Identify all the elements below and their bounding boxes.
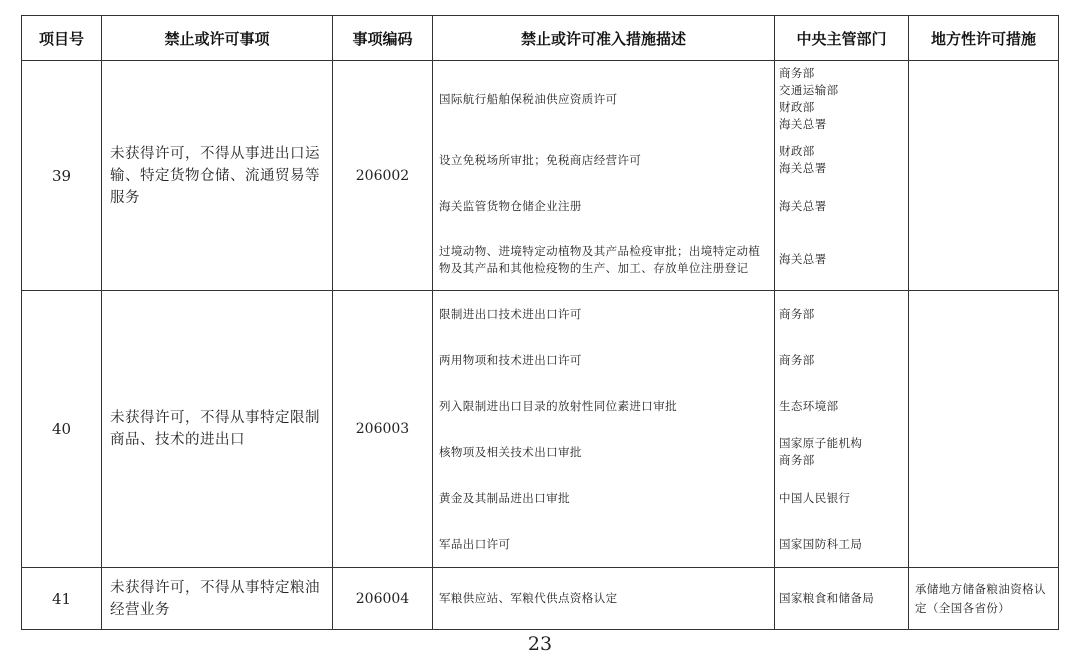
measure-desc: 海关监管货物仓储企业注册 xyxy=(439,198,582,213)
page-number: 23 xyxy=(527,633,553,655)
header-item: 禁止或许可事项 xyxy=(102,16,333,61)
row-code: 206004 xyxy=(333,568,433,630)
measure-desc: 两用物项和技术进出口许可 xyxy=(439,352,582,367)
row-number: 39 xyxy=(22,61,102,291)
row-measures xyxy=(433,291,775,568)
measure-desc: 过境动物、进境特定动植物及其产品检疫审批；出境特定动植物及其产品和其他检疫物的生产、加工、存放单位注册登记 xyxy=(439,243,761,275)
measure-dept: 国家国防科工局 xyxy=(779,536,863,551)
header-item-number: 项目号 xyxy=(22,16,102,61)
measure-desc: 设立免税场所审批；免税商店经营许可 xyxy=(439,152,642,167)
row-item: 未获得许可，不得从事特定粮油经营业务 xyxy=(102,568,333,630)
row-depts xyxy=(775,291,909,568)
row-number: 41 xyxy=(22,568,102,630)
header-code: 事项编码 xyxy=(333,16,433,61)
header-row xyxy=(22,16,1059,61)
measure-dept: 商务部 xyxy=(779,352,815,367)
table-row xyxy=(22,61,1059,291)
header-central-dept: 中央主管部门 xyxy=(775,16,909,61)
measure-dept: 海关总署 xyxy=(779,198,827,213)
measure-dept: 海关总署 xyxy=(779,252,827,266)
header-measure-desc: 禁止或许可准入措施描述 xyxy=(433,16,775,61)
measure-dept: 财政部 海关总署 xyxy=(779,144,827,175)
row-code: 206003 xyxy=(333,291,433,568)
table-row xyxy=(22,291,1059,568)
row-measures xyxy=(433,568,775,630)
measure-desc: 黄金及其制品进出口审批 xyxy=(439,490,570,505)
measure-desc: 列入限制进出口目录的放射性同位素进口审批 xyxy=(439,398,677,413)
header-local-measure: 地方性许可措施 xyxy=(909,16,1059,61)
row-code: 206002 xyxy=(333,61,433,291)
measure-desc: 限制进出口技术进出口许可 xyxy=(439,306,582,321)
measure-dept: 生态环境部 xyxy=(779,398,839,413)
measure-dept: 商务部 交通运输部 财政部 海关总署 xyxy=(779,66,839,131)
measure-dept: 国家原子能机构 商务部 xyxy=(779,436,863,467)
measure-desc: 军粮供应站、军粮代供点资格认定 xyxy=(439,591,618,605)
row-local-measure xyxy=(909,291,1059,568)
row-depts xyxy=(775,61,909,291)
measure-desc: 国际航行船舶保税油供应资质许可 xyxy=(439,91,618,106)
row-local-measure xyxy=(909,61,1059,291)
row-number: 40 xyxy=(22,291,102,568)
measure-desc: 核物项及相关技术出口审批 xyxy=(439,444,582,459)
row-item: 未获得许可，不得从事进出口运输、特定货物仓储、流通贸易等服务 xyxy=(102,61,333,291)
measure-dept: 国家粮食和储备局 xyxy=(779,591,875,605)
measure-desc: 军品出口许可 xyxy=(439,536,511,551)
row-depts xyxy=(775,568,909,630)
measure-dept: 中国人民银行 xyxy=(779,490,851,505)
row-item: 未获得许可，不得从事特定限制商品、技术的进出口 xyxy=(102,291,333,568)
row-local-measure: 承储地方储备粮油资格认定（全国各省份） xyxy=(909,568,1059,630)
measure-dept: 商务部 xyxy=(779,306,815,321)
row-measures xyxy=(433,61,775,291)
table-row xyxy=(22,568,1059,630)
permit-table xyxy=(21,15,1059,630)
